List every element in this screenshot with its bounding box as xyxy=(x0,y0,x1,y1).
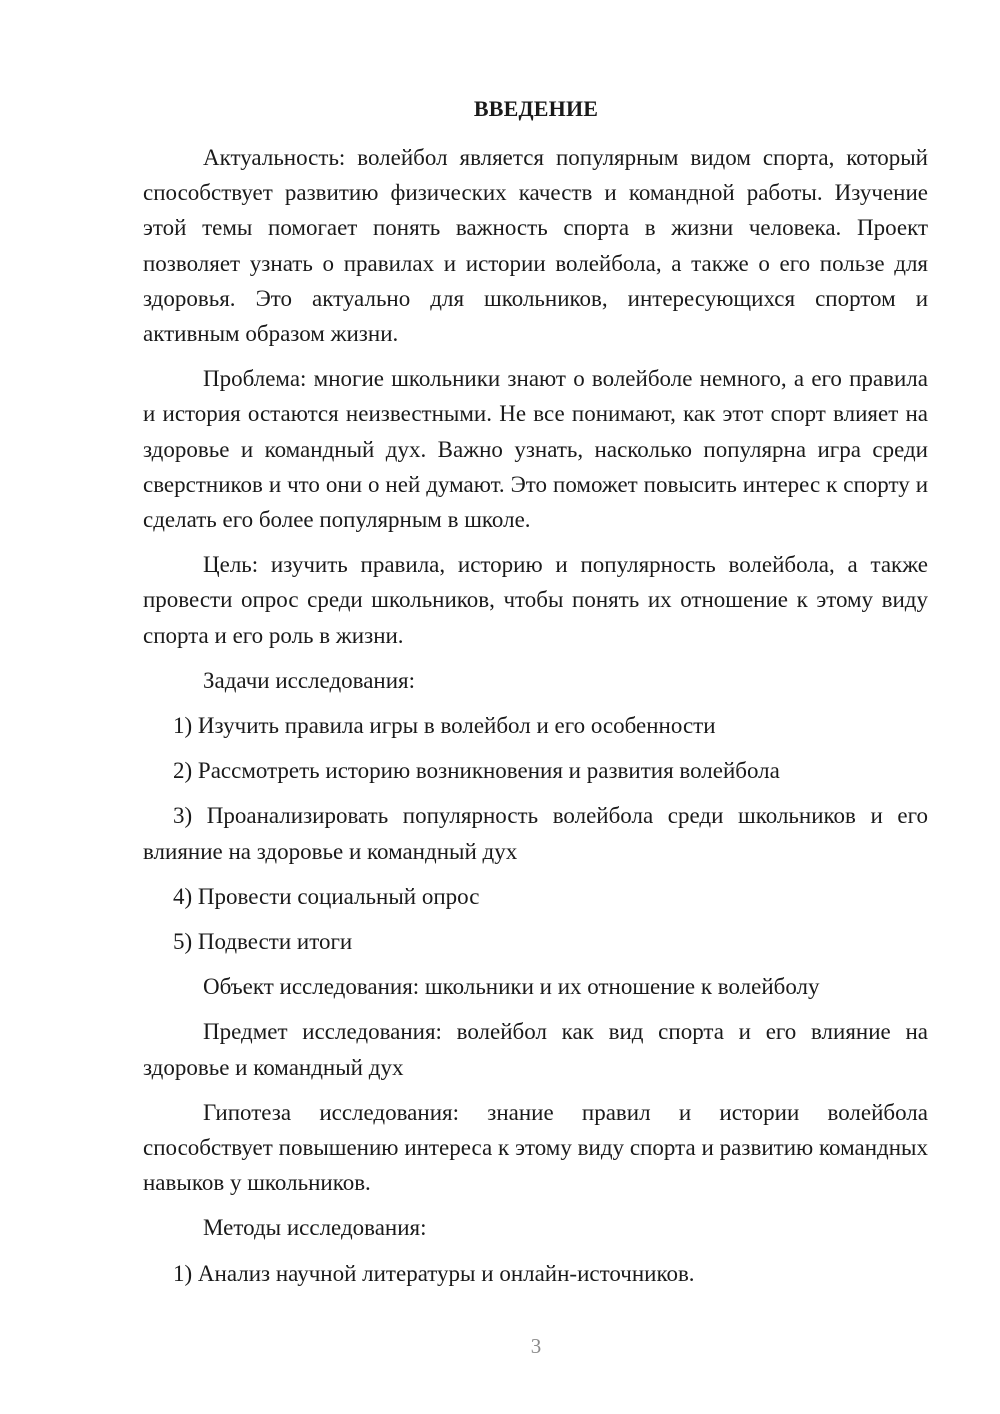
research-hypothesis: Гипотеза исследования: знание правил и истории волейбола способствует повышению интереса к этому виду спорта и развитию командных навыков у школьников. xyxy=(143,1099,928,1196)
tasks-heading: Задачи исследования: xyxy=(203,667,416,693)
goal-paragraph: Цель: изучить правила, историю и популярность волейбола, а также провести опрос среди школьников, чтобы понять их отношение к этому виду спорта и его роль в жизни. xyxy=(143,552,928,648)
problem-paragraph: Проблема: многие школьники знают о волейболе немного, а его правила и история остаются неизвестными. Не все понимают, как этот спорт влияет на здоровье и командный дух. Важно узнать, насколько популярна игра среди сверстников и что они о ней думают. Это поможет повысить интерес к спорту и сделать его более популярным в школе. xyxy=(143,366,928,533)
methods-heading: Методы исследования: xyxy=(203,1215,427,1241)
task-item: 1) Изучить правила игры в волейбол и его особенности xyxy=(173,713,716,739)
section-heading: ВВЕДЕНИЕ xyxy=(473,96,599,121)
page-number: 3 xyxy=(530,1334,542,1358)
body-text xyxy=(143,140,928,1291)
relevance-paragraph: Актуальность: волейбол является популярным видом спорта, который способствует развитию физических качеств и командной работы. Изучение этой темы помогает понять важность спорта в жизни человека. Проект позволяет узнать о правилах и истории волейбола, а также о его пользе для здоровья. Это актуально для школьников, интересующихся спортом и активным образом жизни. xyxy=(143,145,928,347)
task-item: 4) Провести социальный опрос xyxy=(173,883,480,909)
method-item: 1) Анализ научной литературы и онлайн-источников. xyxy=(173,1260,695,1286)
research-subject: Предмет исследования: волейбол как вид спорта и его влияние на здоровье и командный дух xyxy=(143,1019,928,1080)
task-item: 5) Подвести итоги xyxy=(173,929,353,955)
task-item: 3) Проанализировать популярность волейбола среди школьников и его влияние на здоровье и командный дух xyxy=(143,803,928,864)
research-object: Объект исследования: школьники и их отношение к волейболу xyxy=(203,974,820,1000)
task-item: 2) Рассмотреть историю возникновения и развития волейбола xyxy=(173,758,780,784)
